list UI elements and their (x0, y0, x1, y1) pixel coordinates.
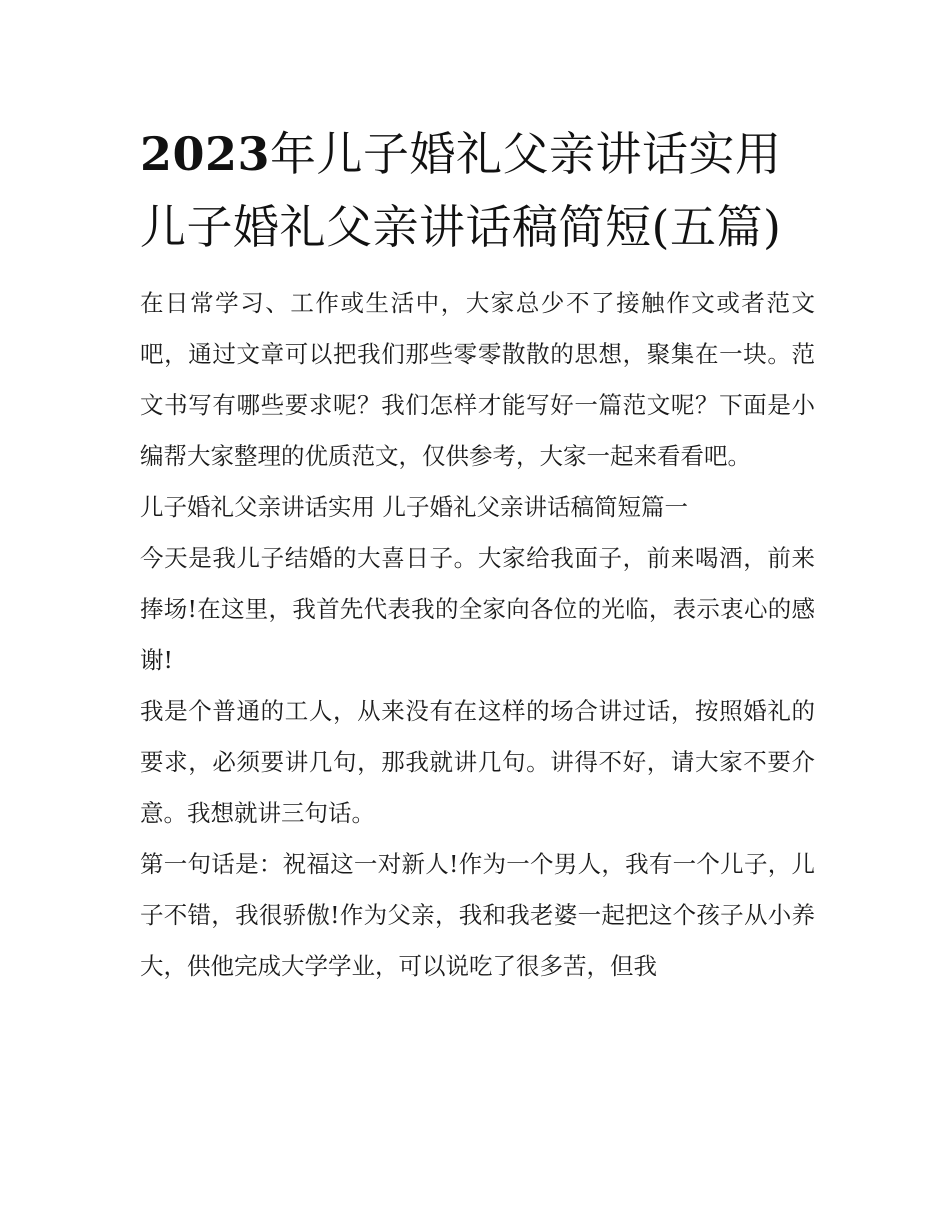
section-heading: 儿子婚礼父亲讲话实用 儿子婚礼父亲讲话稿简短篇一 (140, 493, 688, 521)
title-text: 年儿子婚礼父亲讲话实用儿子婚礼父亲讲话稿简短(五篇) (140, 127, 782, 254)
body-paragraph-3: 第一句话是：祝福这一对新人!作为一个男人，我有一个儿子，儿子不错，我很骄傲!作为父亲，我和我老婆一起把这个孩子从小养大，供他完成大学学业，可以说吃了很多苦，但我 (140, 850, 815, 980)
title-year: 2023 (140, 127, 271, 181)
body-paragraph-2: 我是个普通的工人，从来没有在这样的场合讲过话，按照婚礼的要求，必须要讲几句，那我就讲几句。讲得不好，请大家不要介意。我想就讲三句话。 (140, 697, 815, 827)
document-title (140, 118, 815, 264)
intro-paragraph: 在日常学习、工作或生活中，大家总少不了接触作文或者范文吧，通过文章可以把我们那些零零散散的思想，聚集在一块。范文书写有哪些要求呢？我们怎样才能写好一篇范文呢？下面是小编帮大家整理的优质范文，仅供参考，大家一起来看看吧。 (140, 289, 815, 470)
document-content (140, 118, 815, 992)
body-paragraph-1: 今天是我儿子结婚的大喜日子。大家给我面子，前来喝酒，前来捧场!在这里，我首先代表我的全家向各位的光临，表示衷心的感谢! (140, 544, 815, 674)
